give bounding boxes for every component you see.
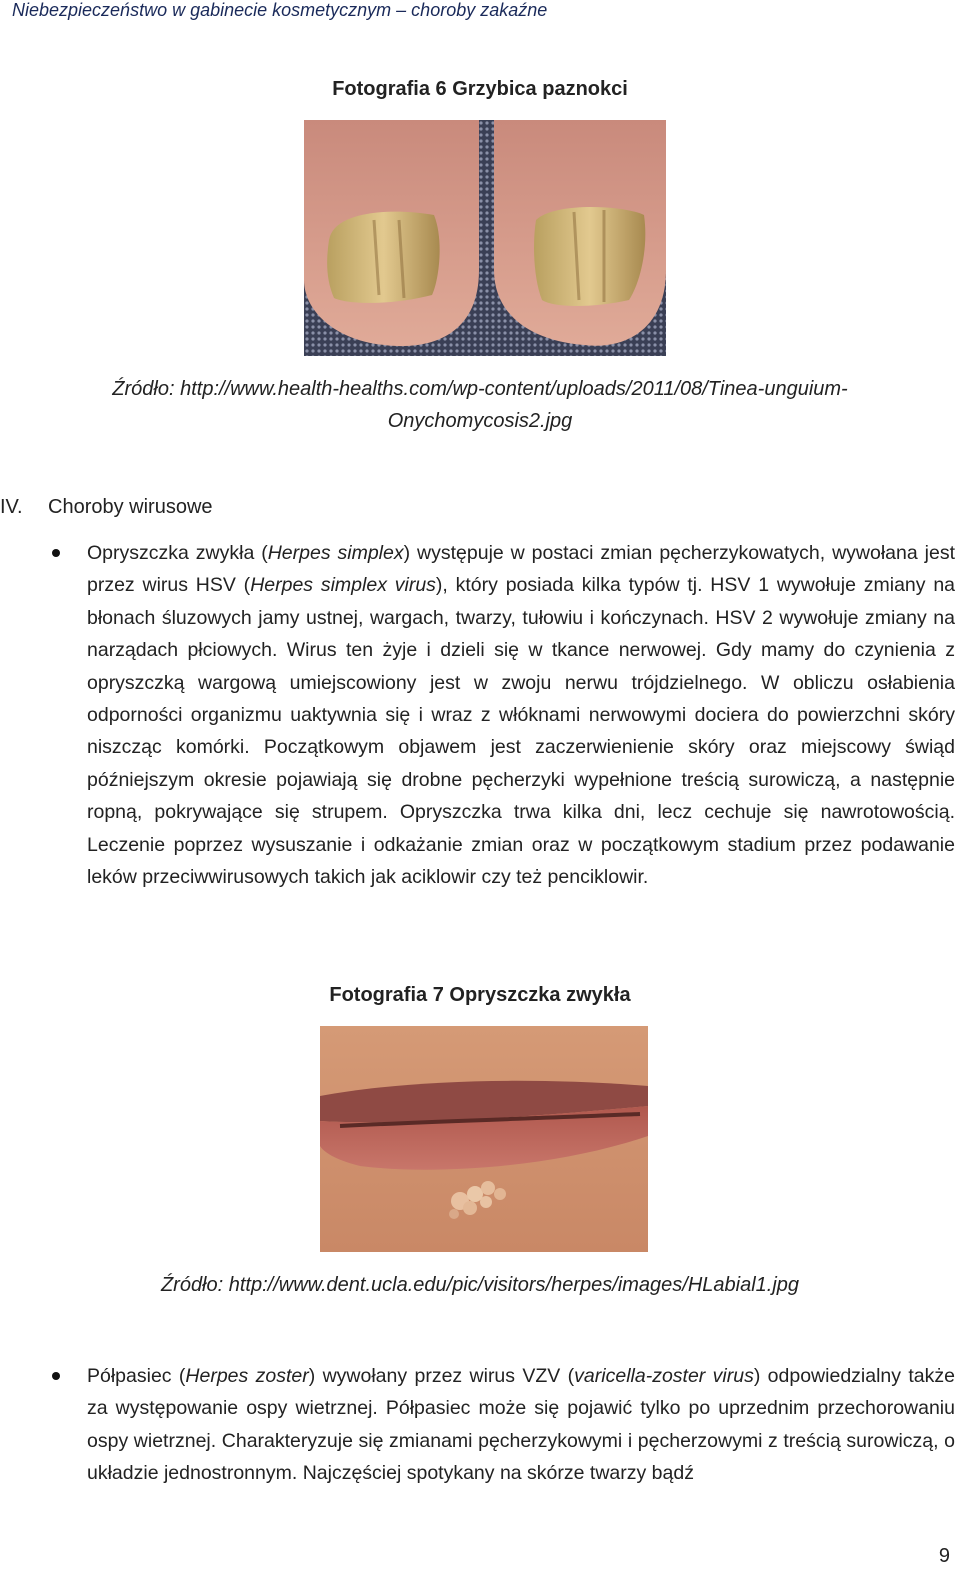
italic-term: Herpes zoster xyxy=(185,1365,309,1387)
figure-6-caption: Fotografia 6 Grzybica paznokci xyxy=(332,78,628,100)
text-fragment: ) odpowiedzialny także za występowanie ospy wietrznej. Półpasiec może się pojawić tylko po uprzednim przechorowaniu ospy wietrznej. Charakteryzuje się zmianami pęcherzykowymi i pęcherzowymi z treścią surowiczą, o układzie jednostronnym. Najczęściej spotykany na skórze twarzy bądź xyxy=(87,1365,955,1485)
cold-sore-photo xyxy=(320,1026,648,1252)
bullet-dot xyxy=(52,1372,60,1380)
text-fragment: Opryszczka zwykła ( xyxy=(87,542,268,564)
herpes-zoster-paragraph xyxy=(87,1360,955,1490)
text-fragment: ) wywołany przez wirus VZV ( xyxy=(308,1365,575,1387)
figure-6-source-line-1: Źródło: http://www.health-healths.com/wp-content/uploads/2011/08/Tinea-unguium- xyxy=(112,378,848,400)
italic-term: varicella-zoster virus xyxy=(574,1365,754,1387)
figure-7-caption: Fotografia 7 Opryszczka zwykła xyxy=(329,984,631,1006)
cold-sore-image xyxy=(320,1026,648,1252)
herpes-simplex-paragraph xyxy=(87,537,955,893)
figure-7-source: Źródło: http://www.dent.ucla.edu/pic/visitors/herpes/images/HLabial1.jpg xyxy=(160,1274,800,1296)
figure-6-source-line-2: Onychomycosis2.jpg xyxy=(387,410,573,432)
text-fragment: ) występuje w postaci zmian pęcherzykowatych, wywołana jest przez wirus HSV ( xyxy=(87,542,955,597)
italic-term: Herpes simplex virus xyxy=(250,574,436,597)
nail-fungus-image xyxy=(304,120,666,356)
section-title: Choroby wirusowe xyxy=(48,496,213,518)
text-fragment: ), który posiada kilka typów tj. HSV 1 wywołuje zmiany na błonach śluzowych jamy ustnej, wargach, twarzy, tułowiu i kończynach. HSV 2 wywołuje zmiany na narządach płciowych. Wirus ten żyje i dzieli się w tkance nerwowej. Gdy mamy do czynienia z opryszczką wargową umiejscowiony jest w zwoju nerwu trójdzielnego. W obliczu osłabienia odporności organizmu uaktywnia się i wraz z włóknami nerwowymi dociera do powierzchni skóry niszcząc komórki. Początkowym objawem jest zaczerwienienie skóry oraz miejscowy świąd późniejszym okresie pojawiają się drobne pęcherzyki wypełnione treścią surowiczą, a następnie ropną, pokrywające się strupem. Opryszczka trwa kilka dni, lecz cechuje się nawrotowością. Leczenie poprzez wysuszanie i odkażanie zmian oraz w początkowym stadium przez podawanie leków przeciwwirusowych takich jak aciklowir czy też penciklowir. xyxy=(87,574,956,889)
text-fragment: Półpasiec ( xyxy=(87,1365,186,1387)
section-heading xyxy=(0,496,213,519)
page-number: 9 xyxy=(938,1545,950,1567)
italic-term: Herpes simplex xyxy=(267,542,404,564)
section-number: IV. xyxy=(0,496,23,518)
page-header: Niebezpieczeństwo w gabinecie kosmetycznym – choroby zakaźne xyxy=(12,0,548,20)
nail-fungus-photo xyxy=(304,120,666,356)
bullet-dot xyxy=(52,549,60,557)
